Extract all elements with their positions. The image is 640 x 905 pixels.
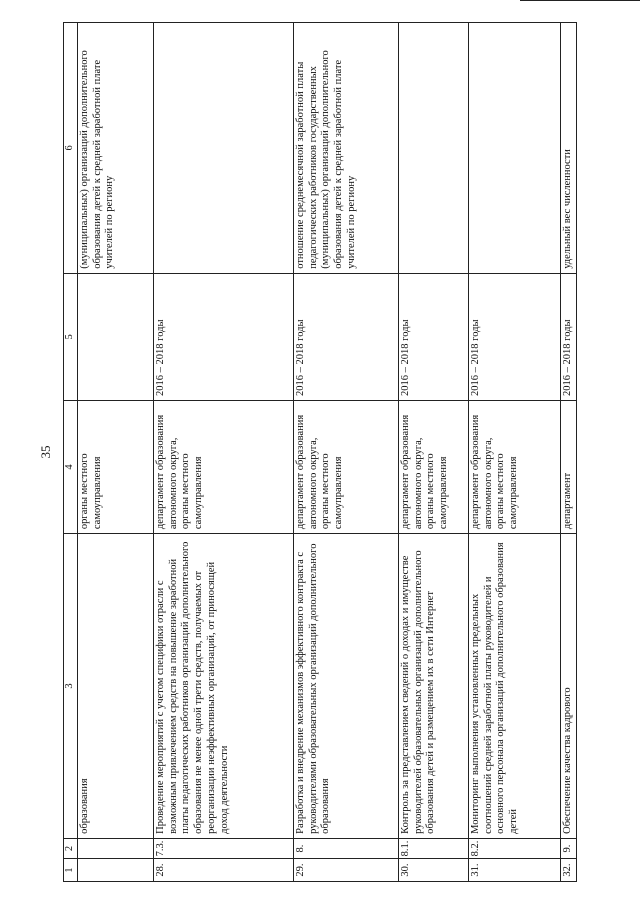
item-number bbox=[78, 838, 154, 858]
table-row bbox=[469, 23, 561, 882]
header-cell: 2 bbox=[64, 838, 78, 858]
activity-cell: Проведение мероприятий с учетом специфики отрасли с возможным привлечением средств на повышение заработной платы педагогических работников организаций дополнительного образования не менее одной трети средств, получаемых от реорганизации неэффективных организаций, от приносящей доход деятельности bbox=[154, 534, 294, 839]
period-cell: 2016 – 2018 годы bbox=[399, 273, 469, 400]
row-number: 32. bbox=[561, 859, 577, 882]
header-cell: 5 bbox=[64, 273, 78, 400]
activity-cell: Мониторинг выполнения установленных предельных соотношений средней заработной платы руководителей и основного персонала организаций дополнительного образования детей bbox=[469, 534, 561, 839]
table-row bbox=[399, 23, 469, 882]
item-number: 9. bbox=[561, 838, 577, 858]
indicator-cell bbox=[469, 23, 561, 274]
period-cell: 2016 – 2018 годы bbox=[294, 273, 399, 400]
item-number: 8. bbox=[294, 838, 399, 858]
period-cell: 2016 – 2018 годы bbox=[469, 273, 561, 400]
item-number: 8.1. bbox=[399, 838, 469, 858]
executor-cell: департамент bbox=[561, 400, 577, 533]
page-number: 35 bbox=[38, 445, 53, 459]
period-cell: 2016 – 2018 годы bbox=[561, 273, 577, 400]
activity-cell: Обеспечение качества кадрового bbox=[561, 534, 577, 839]
header-row bbox=[64, 23, 78, 882]
indicator-cell bbox=[154, 23, 294, 274]
activity-cell: Разработка и внедрение механизмов эффективного контракта с руководителями образовательных организаций дополнительного образования bbox=[294, 534, 399, 839]
item-number: 7.3. bbox=[154, 838, 294, 858]
header-cell: 6 bbox=[64, 23, 78, 274]
executor-cell: департамент образования автономного округа, органы местного самоуправления bbox=[469, 400, 561, 533]
measures-table bbox=[63, 22, 577, 882]
table-row bbox=[294, 23, 399, 882]
header-cell: 4 bbox=[64, 400, 78, 533]
executor-cell: департамент образования автономного округа, органы местного самоуправления bbox=[294, 400, 399, 533]
indicator-cell bbox=[399, 23, 469, 274]
top-rule bbox=[520, 0, 640, 1]
table-row bbox=[154, 23, 294, 882]
period-cell: 2016 – 2018 годы bbox=[154, 273, 294, 400]
row-number bbox=[78, 859, 154, 882]
table-row bbox=[561, 23, 577, 882]
row-number: 29. bbox=[294, 859, 399, 882]
activity-cell: образования bbox=[78, 534, 154, 839]
executor-cell: департамент образования автономного округа, органы местного самоуправления bbox=[154, 400, 294, 533]
row-number: 31. bbox=[469, 859, 561, 882]
rotated-table-page bbox=[63, 22, 623, 882]
table-row bbox=[78, 23, 154, 882]
indicator-cell: удельный вес численности bbox=[561, 23, 577, 274]
row-number: 30. bbox=[399, 859, 469, 882]
header-cell: 1 bbox=[64, 859, 78, 882]
header-cell: 3 bbox=[64, 534, 78, 839]
row-number: 28. bbox=[154, 859, 294, 882]
activity-cell: Контроль за представлением сведений о доходах и имуществе руководителей образовательных организаций дополнительного образования детей и размещением их в сети Интернет bbox=[399, 534, 469, 839]
indicator-cell: (муниципальных) организаций дополнительного образования детей к средней заработной плате учителей по региону bbox=[78, 23, 154, 274]
executor-cell: органы местного самоуправления bbox=[78, 400, 154, 533]
executor-cell: департамент образования автономного округа, органы местного самоуправления bbox=[399, 400, 469, 533]
period-cell bbox=[78, 273, 154, 400]
item-number: 8.2. bbox=[469, 838, 561, 858]
indicator-cell: отношение среднемесячной заработной платы педагогических работников государственных (муниципальных) организаций дополнительного образования детей к средней заработной плате учителей по региону bbox=[294, 23, 399, 274]
